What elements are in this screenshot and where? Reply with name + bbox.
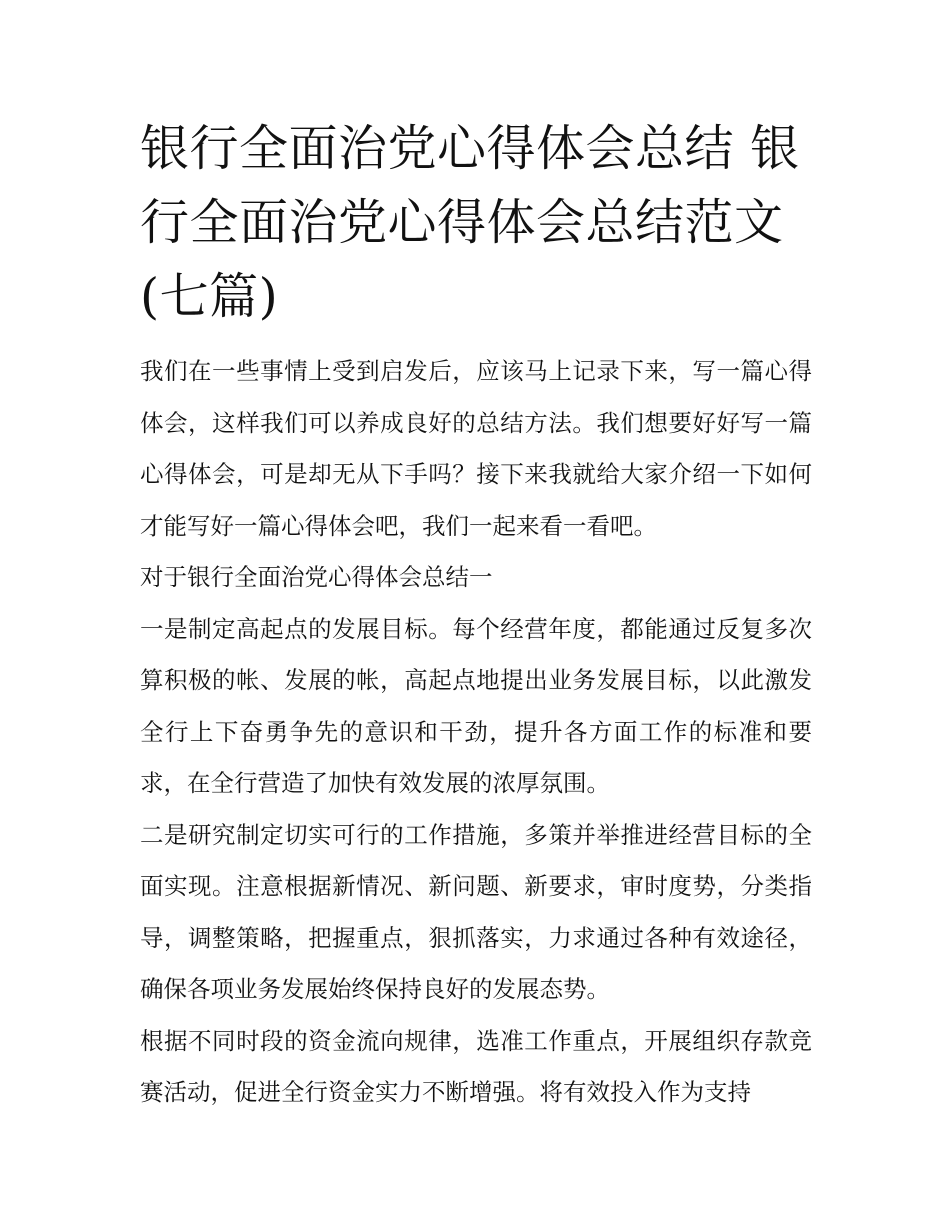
document-title: 银行全面治党心得体会总结 银行全面治党心得体会总结范文(七篇): [140, 120, 800, 325]
body-paragraph-1: 一是制定高起点的发展目标。每个经营年度，都能通过反复多次算积极的帐、发展的帐，高起点地提出业务发展目标，以此激发全行上下奋勇争先的意识和干劲，提升各方面工作的标准和要求，在全行营造了加快有效发展的浓厚氛围。: [140, 614, 812, 797]
section-heading: 对于银行全面治党心得体会总结一: [140, 563, 493, 591]
body-paragraph-2: 二是研究制定切实可行的工作措施，多策并举推进经营目标的全面实现。注意根据新情况、新问题、新要求，审时度势，分类指导，调整策略，把握重点，狠抓落实，力求通过各种有效途径，确保各项业务发展始终保持良好的发展态势。: [140, 820, 812, 1003]
body-paragraph-3: 根据不同时段的资金流向规律，选准工作重点，开展组织存款竞赛活动，促进全行资金实力不断增强。将有效投入作为支持: [140, 1026, 812, 1106]
document-page: [140, 112, 812, 1119]
intro-paragraph: 我们在一些事情上受到启发后，应该马上记录下来，写一篇心得体会，这样我们可以养成良好的总结方法。我们想要好好写一篇心得体会，可是却无从下手吗？接下来我就给大家介绍一下如何才能写好一篇心得体会吧，我们一起来看一看吧。: [140, 357, 812, 540]
